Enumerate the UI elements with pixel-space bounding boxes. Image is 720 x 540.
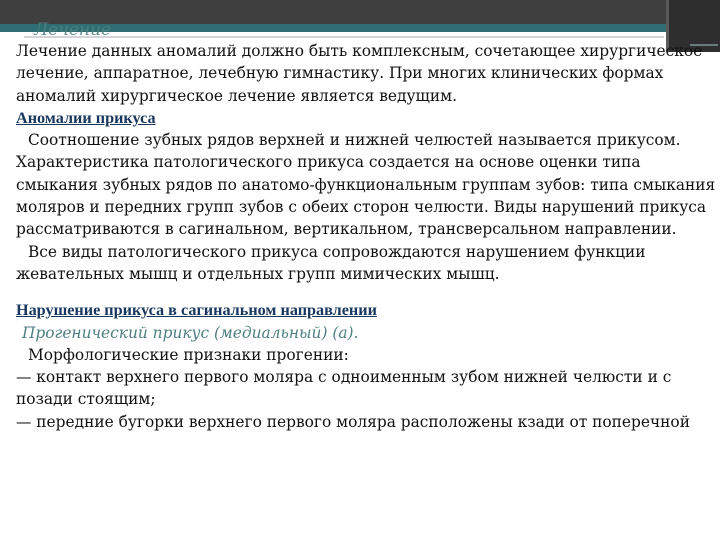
section-spacer: [16, 285, 716, 299]
paragraph-treatment: Лечение данных аномалий должно быть комплексным, сочетающее хирургическое лечение, аппаратное, лечебную гимнастику. При многих клинических формах аномалий хирургическое лечение является ведущим.: [16, 42, 703, 105]
title-underline-rule: [24, 36, 664, 38]
heading-sagittal-disorders: Нарушение прикуса в сагинальном направлении: [16, 301, 377, 320]
paragraph-bite-definition: Соотношение зубных рядов верхней и нижней челюстей называется прикусом. Характеристика патологического прикуса создается на основе оценки типа смыкания зубных рядов по анатомо-функциональным группам зубов: типа смыкания моляров и передних групп зубов с обеих сторон челюсти. Виды нарушений прикуса рассматриваются в сагинальном, вертикальном, трансверсальном направлении.: [16, 131, 716, 239]
subheading-progenic-bite: Прогенический прикус (медиальный) (а).: [22, 323, 359, 342]
slide-title: Лечение: [34, 20, 112, 40]
paragraph-morphology-intro: Морфологические признаки прогении:: [28, 345, 349, 364]
heading-bite-anomalies: Аномалии прикуса: [16, 108, 156, 127]
list-item-molar-contact: — контакт верхнего первого моляра с одноименным зубом нижней челюсти и с позади стоящим;: [16, 368, 672, 409]
slide-body: [16, 40, 716, 433]
list-item-molar-cusps: — передние бугорки верхнего первого моляра расположены кзади от поперечной: [16, 412, 690, 431]
paragraph-muscle-function: Все виды патологического прикуса сопровождаются нарушением функции жевательных мышц и отдельных групп мимических мышц.: [16, 242, 646, 283]
